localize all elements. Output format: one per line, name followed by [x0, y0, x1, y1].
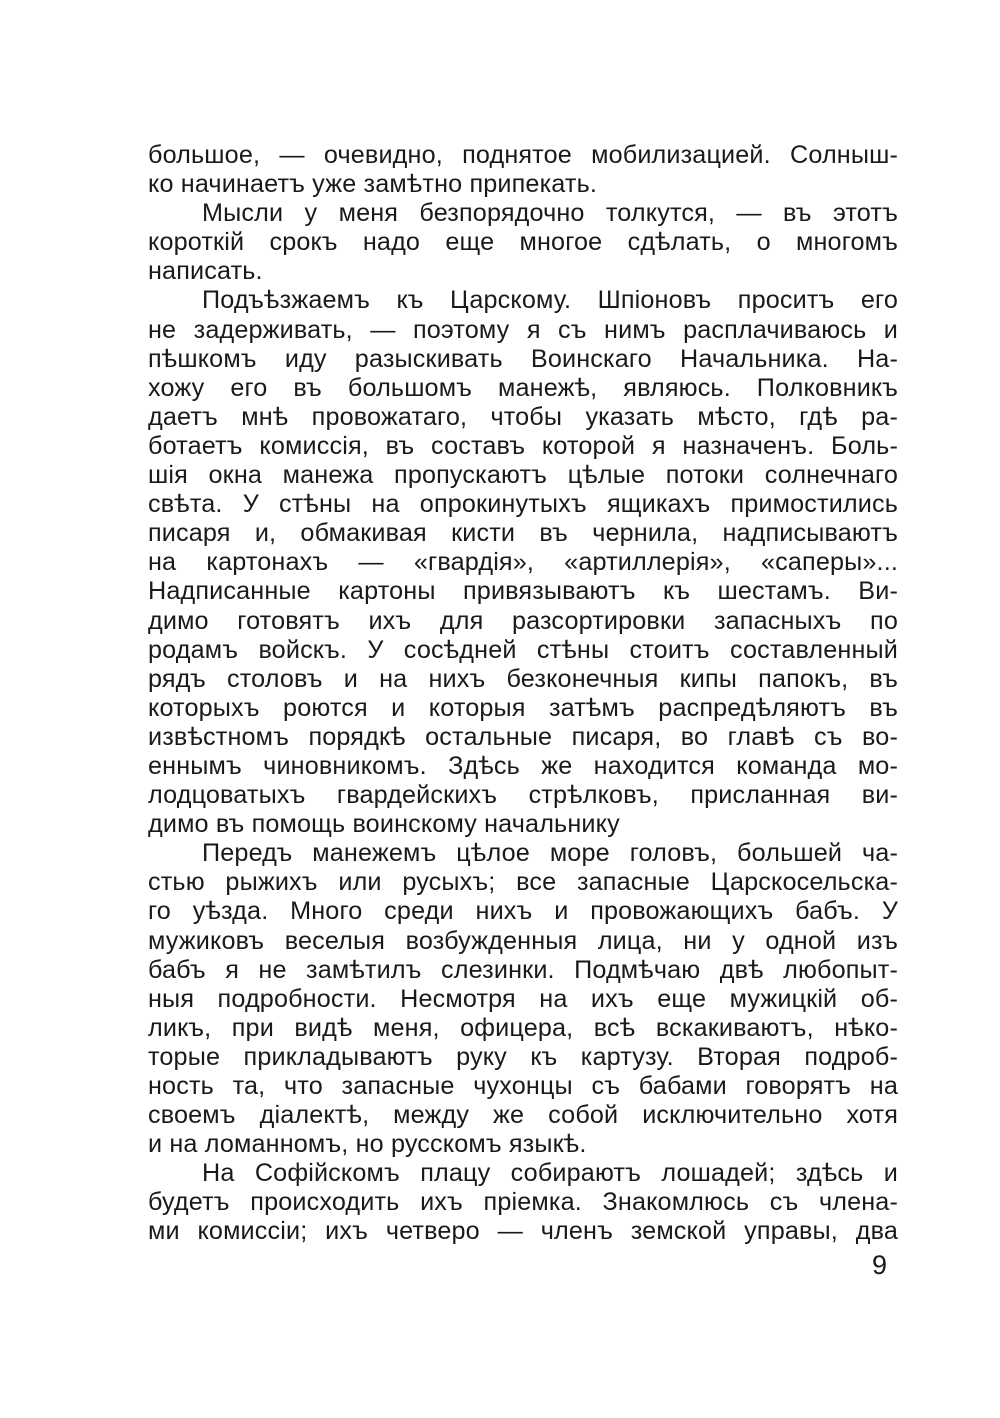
paragraph — [148, 1159, 898, 1246]
text-line: Мысли у меня безпорядочно толкутся, — въ этотъ — [202, 199, 898, 228]
text-line: бабъ я не замѣтилъ слезинки. Подмѣчаю двѣ любопыт- — [148, 955, 898, 984]
text-line: большое, — очевидно, поднятое мобилизацией. Солныш- — [148, 141, 898, 169]
text-line: ко начинаетъ уже замѣтно припекать. — [148, 170, 598, 199]
text-line: Передъ манежемъ цѣлое море головъ, большей ча- — [202, 839, 898, 868]
text-line: извѣстномъ порядкѣ остальные писаря, во главѣ съ во- — [148, 722, 898, 751]
text-line: стью рыжихъ или русыхъ; все запасные Царскосельска- — [148, 868, 898, 897]
text-line: мужиковъ веселыя возбужденныя лица, ни у одной изъ — [148, 926, 898, 955]
text-line: ликъ, при видѣ меня, офицера, всѣ вскакиваютъ, нѣко- — [148, 1013, 898, 1042]
text-line: своемъ діалектѣ, между же собой исключительно хотя — [148, 1101, 898, 1130]
text-line: на картонахъ — «гвардія», «артиллерія», «саперы»... — [148, 548, 898, 577]
text-line: димо готовятъ ихъ для разсортировки запасныхъ по — [148, 606, 898, 635]
text-line: свѣта. У стѣны на опрокинутыхъ ящикахъ примостились — [148, 490, 898, 519]
paragraph — [148, 141, 898, 199]
text-line: не задерживать, — поэтому я съ нимъ расплачиваюсь и — [148, 315, 898, 344]
text-line: шія окна манежа пропускаютъ цѣлые потоки солнечнаго — [148, 461, 898, 490]
text-line: лодцоватыхъ гвардейскихъ стрѣлковъ, присланная ви- — [148, 781, 898, 810]
text-line: го уѣзда. Много среди нихъ и провожающихъ бабъ. У — [148, 897, 898, 926]
text-line: ность та, что запасные чухонцы съ бабами говорятъ на — [148, 1072, 898, 1100]
text-line: хожу его въ большомъ манежѣ, являюсь. Полковникъ — [148, 373, 898, 402]
paragraph — [148, 286, 898, 839]
text-line: будетъ происходить ихъ пріемка. Знакомлюсь съ члена- — [148, 1188, 898, 1217]
text-line: даетъ мнѣ провожатаго, чтобы указать мѣсто, гдѣ ра- — [148, 402, 898, 431]
text-line: пѣшкомъ иду разыскивать Воинскаго Начальника. На- — [148, 344, 898, 373]
text-line: короткій срокъ надо еще многое сдѣлать, о многомъ — [148, 228, 898, 257]
text-line: торые прикладываютъ руку къ картузу. Вторая подроб- — [148, 1042, 898, 1071]
text-line: ныя подробности. Несмотря на ихъ еще мужицкій об- — [148, 984, 898, 1013]
text-line: ми комиссіи; ихъ четверо — членъ земской управы, два — [148, 1217, 898, 1246]
paragraph — [148, 199, 898, 286]
text-line: написать. — [148, 257, 263, 286]
text-line: и на ломанномъ, но русскомъ языкѣ. — [148, 1130, 587, 1159]
text-line: родамъ войскъ. У сосѣдней стѣны стоитъ составленный — [148, 635, 898, 664]
text-line: На Софійскомъ плацу собираютъ лошадей; здѣсь и — [202, 1159, 898, 1188]
text-line: которыхъ роются и которыя затѣмъ распредѣляютъ въ — [148, 693, 898, 722]
text-line: Подъѣзжаемъ къ Царскому. Шпіоновъ проситъ его — [202, 286, 898, 315]
text-line: ботаетъ комиссія, въ составъ которой я назначенъ. Боль- — [148, 431, 898, 460]
text-line: писаря и, обмакивая кисти въ чернила, надписываютъ — [148, 519, 898, 548]
text-line: рядъ столовъ и на нихъ безконечныя кипы папокъ, въ — [148, 664, 898, 693]
body-text — [148, 141, 898, 1247]
text-line: Надписанные картоны привязываютъ къ шестамъ. Ви- — [148, 577, 898, 606]
paragraph — [148, 839, 898, 1159]
text-line: димо въ помощь воинскому начальнику — [148, 810, 620, 839]
page-number: 9 — [872, 1250, 888, 1280]
text-line: еннымъ чиновникомъ. Здѣсь же находится команда мо- — [148, 751, 898, 780]
